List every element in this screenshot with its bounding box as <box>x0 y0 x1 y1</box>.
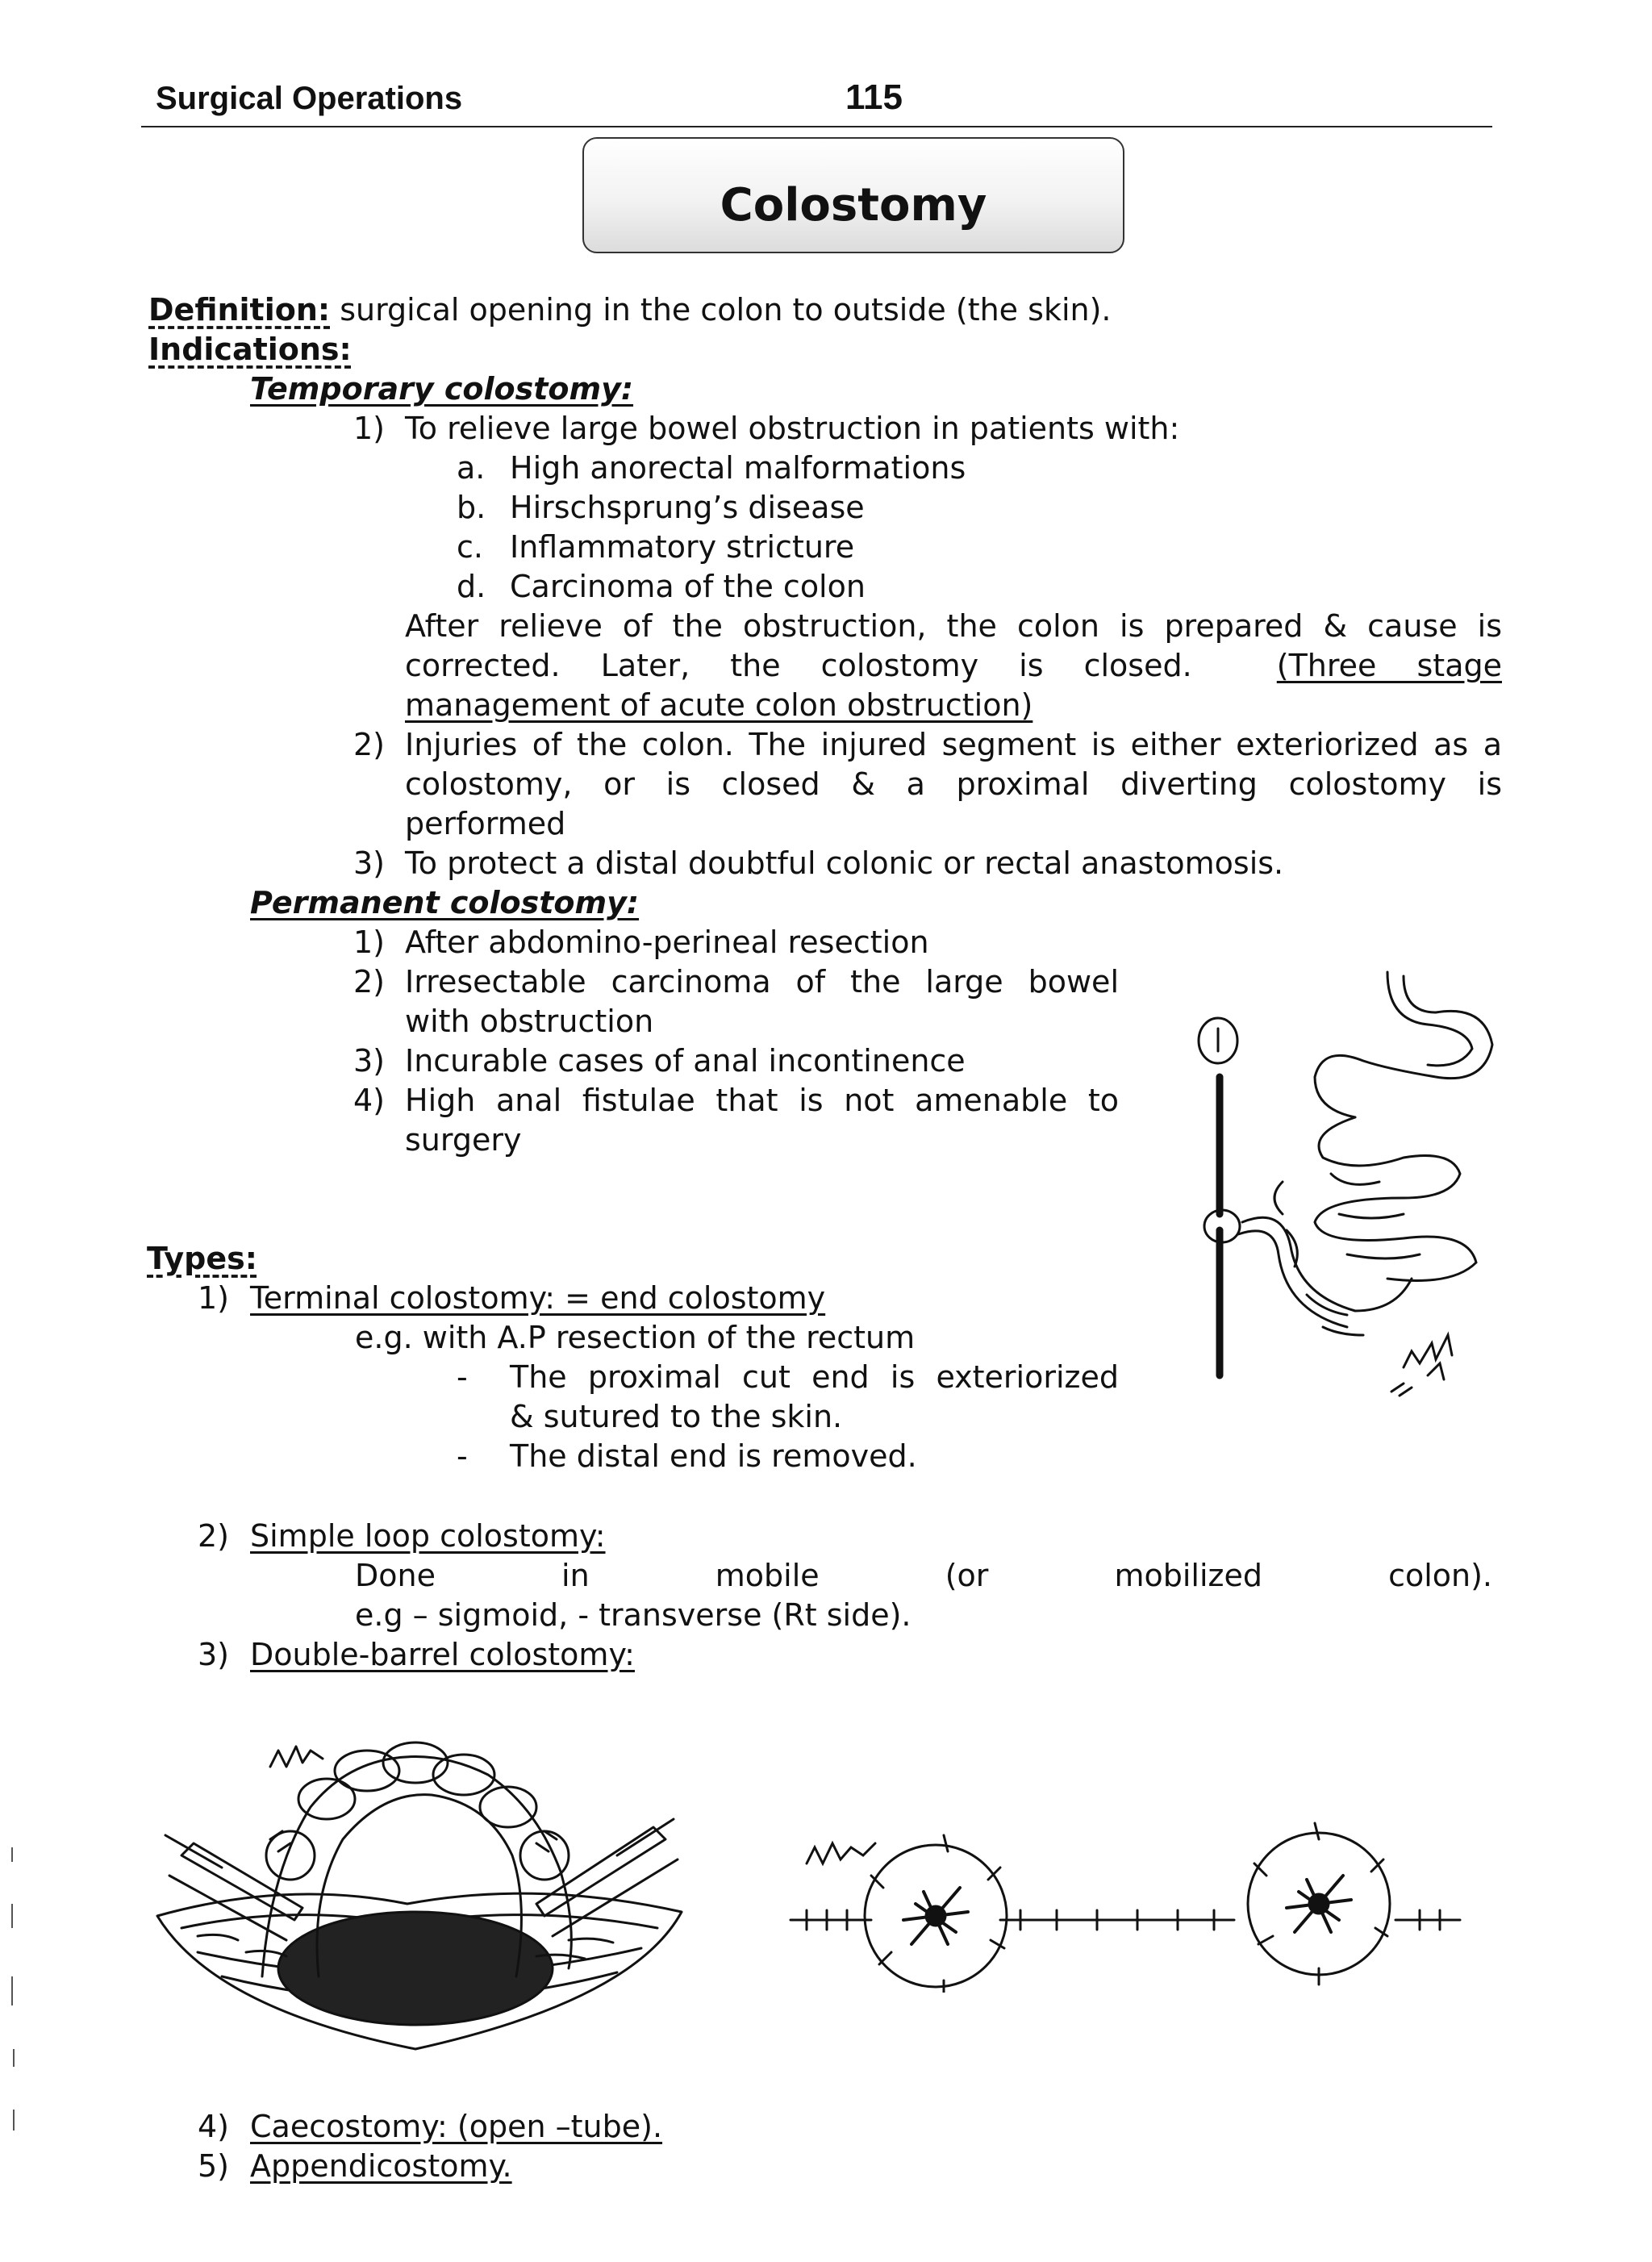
temporary-label: Temporary colostomy: <box>250 371 634 407</box>
type-1-example: e.g. with A.P resection of the rectum <box>355 1320 916 1355</box>
sub-d: d. <box>457 569 486 604</box>
definition <box>148 290 1112 330</box>
perm-item-2-line2: with obstruction <box>405 1004 654 1039</box>
type-1-bullet-1-line1: The proximal cut end is exteriorized <box>510 1359 1119 1395</box>
type-2-line2: e.g – sigmoid, - transverse (Rt side). <box>355 1597 912 1633</box>
temp-item-2-line2: colostomy, or is closed & a proximal diverting colostomy is <box>405 766 1502 802</box>
perm-num-2: 2) <box>353 964 386 1000</box>
temp-item-1: To relieve large bowel obstruction in patients with: <box>405 411 1180 446</box>
sub-c: c. <box>457 529 483 565</box>
double-barrel-surgical-drawing <box>149 1734 698 2065</box>
running-header: Surgical Operations <box>156 81 463 116</box>
definition-text: surgical opening in the colon to outside (the skin). <box>340 292 1112 328</box>
temp-para-line1: After relieve of the obstruction, the colon is prepared & cause is <box>405 608 1502 644</box>
header-rule <box>141 126 1492 127</box>
page-title: Colostomy <box>720 179 987 232</box>
temp-para-line2-plain: corrected. Later, the colostomy is closed. <box>405 648 1192 683</box>
sub-b: b. <box>457 490 486 525</box>
temp-subitem-b: Hirschsprung’s disease <box>510 490 865 525</box>
types-label: Types: <box>147 1241 257 1276</box>
type-3-title: Double-barrel colostomy: <box>250 1637 635 1672</box>
temp-para-line3: management of acute colon obstruction) <box>405 687 1033 723</box>
type-5-title: Appendicostomy. <box>250 2148 512 2184</box>
indications-label: Indications: <box>148 332 352 367</box>
perm-item-1: After abdomino-perineal resection <box>405 924 929 960</box>
type-2-line1: Done in mobile (or mobilized colon). <box>355 1558 1492 1593</box>
permanent-label: Permanent colostomy: <box>250 885 640 920</box>
title-box <box>582 137 1124 253</box>
type-1-dash-2: - <box>457 1438 468 1474</box>
type-num-4: 4) <box>198 2109 230 2144</box>
temp-num-2: 2) <box>353 727 386 762</box>
temp-num-3: 3) <box>353 845 386 881</box>
page-number: 115 <box>845 77 903 117</box>
perm-item-4-line1: High anal fistulae that is not amenable to <box>405 1083 1119 1118</box>
definition-label: Definition: <box>148 292 331 328</box>
perm-item-3: Incurable cases of anal incontinence <box>405 1043 966 1079</box>
temp-subitem-d: Carcinoma of the colon <box>510 569 866 604</box>
temp-item-3: To protect a distal doubtful colonic or rectal anastomosis. <box>405 845 1284 881</box>
perm-num-3: 3) <box>353 1043 386 1079</box>
sub-a: a. <box>457 450 486 486</box>
type-1-bullet-2: The distal end is removed. <box>510 1438 917 1474</box>
perm-num-4: 4) <box>353 1083 386 1118</box>
temp-subitem-c: Inflammatory stricture <box>510 529 855 565</box>
type-num-5: 5) <box>198 2148 230 2184</box>
type-1-bullet-1-line2: & sutured to the skin. <box>510 1399 843 1434</box>
colon-drawing <box>1162 956 1533 1408</box>
perm-num-1: 1) <box>353 924 386 960</box>
temp-num-1: 1) <box>353 411 386 446</box>
type-1-dash-1: - <box>457 1359 468 1395</box>
type-num-3: 3) <box>198 1637 230 1672</box>
temp-para-line2 <box>405 646 1502 686</box>
perm-item-2-line1: Irresectable carcinoma of the large bowel <box>405 964 1119 1000</box>
temp-para-line2-underlined: (Three stage <box>1276 648 1502 683</box>
temp-item-2-line1: Injuries of the colon. The injured segment is either exteriorized as a <box>405 727 1502 762</box>
temp-subitem-a: High anorectal malformations <box>510 450 966 486</box>
double-barrel-stoma-drawing <box>782 1815 1476 1993</box>
type-4-title: Caecostomy: (open –tube). <box>250 2109 663 2144</box>
perm-item-4-line2: surgery <box>405 1122 522 1158</box>
temp-item-2-line3: performed <box>405 806 566 841</box>
type-2-title: Simple loop colostomy: <box>250 1518 606 1554</box>
type-num-2: 2) <box>198 1518 230 1554</box>
type-1-title: Terminal colostomy: = end colostomy <box>250 1280 826 1316</box>
type-num-1: 1) <box>198 1280 230 1316</box>
